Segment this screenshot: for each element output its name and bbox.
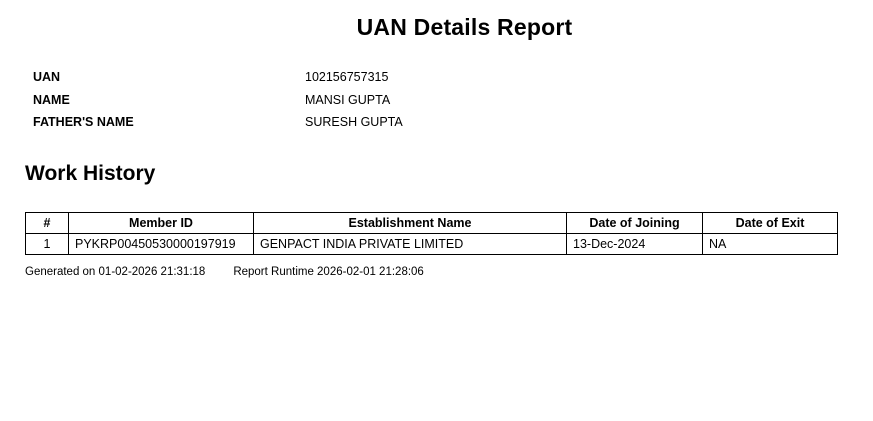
uan-label: UAN (33, 70, 61, 84)
detail-row-fathers-name (33, 115, 873, 138)
cell-date-of-exit: NA (703, 233, 838, 254)
report-footer (25, 265, 873, 279)
uan-details-report-page (0, 14, 873, 421)
page-title: UAN Details Report (356, 14, 573, 40)
cell-establishment-name: GENPACT INDIA PRIVATE LIMITED (254, 233, 567, 254)
fathers-name-label: FATHER'S NAME (33, 115, 134, 129)
column-header-date-of-exit: Date of Exit (703, 212, 838, 233)
cell-index: 1 (26, 233, 69, 254)
column-header-date-of-joining: Date of Joining (567, 212, 703, 233)
name-value: MANSI GUPTA (305, 92, 391, 107)
uan-value: 102156757315 (305, 70, 389, 84)
fathers-name-value: SURESH GUPTA (305, 115, 403, 129)
column-header-establishment-name: Establishment Name (254, 212, 567, 233)
column-header-index: # (26, 212, 69, 233)
name-label: NAME (33, 92, 70, 107)
cell-date-of-joining: 13-Dec-2024 (567, 233, 703, 254)
work-history-table (25, 212, 838, 255)
report-runtime-text: Report Runtime 2026-02-01 21:28:06 (233, 265, 424, 278)
details-section (33, 70, 873, 138)
column-header-member-id: Member ID (69, 212, 254, 233)
generated-on-text: Generated on 01-02-2026 21:31:18 (25, 265, 206, 278)
table-row (26, 233, 838, 254)
work-history-heading: Work History (25, 161, 156, 185)
detail-row-name (33, 93, 873, 116)
detail-row-uan (33, 70, 873, 93)
table-header-row (26, 212, 838, 233)
cell-member-id: PYKRP00450530000197919 (69, 233, 254, 254)
